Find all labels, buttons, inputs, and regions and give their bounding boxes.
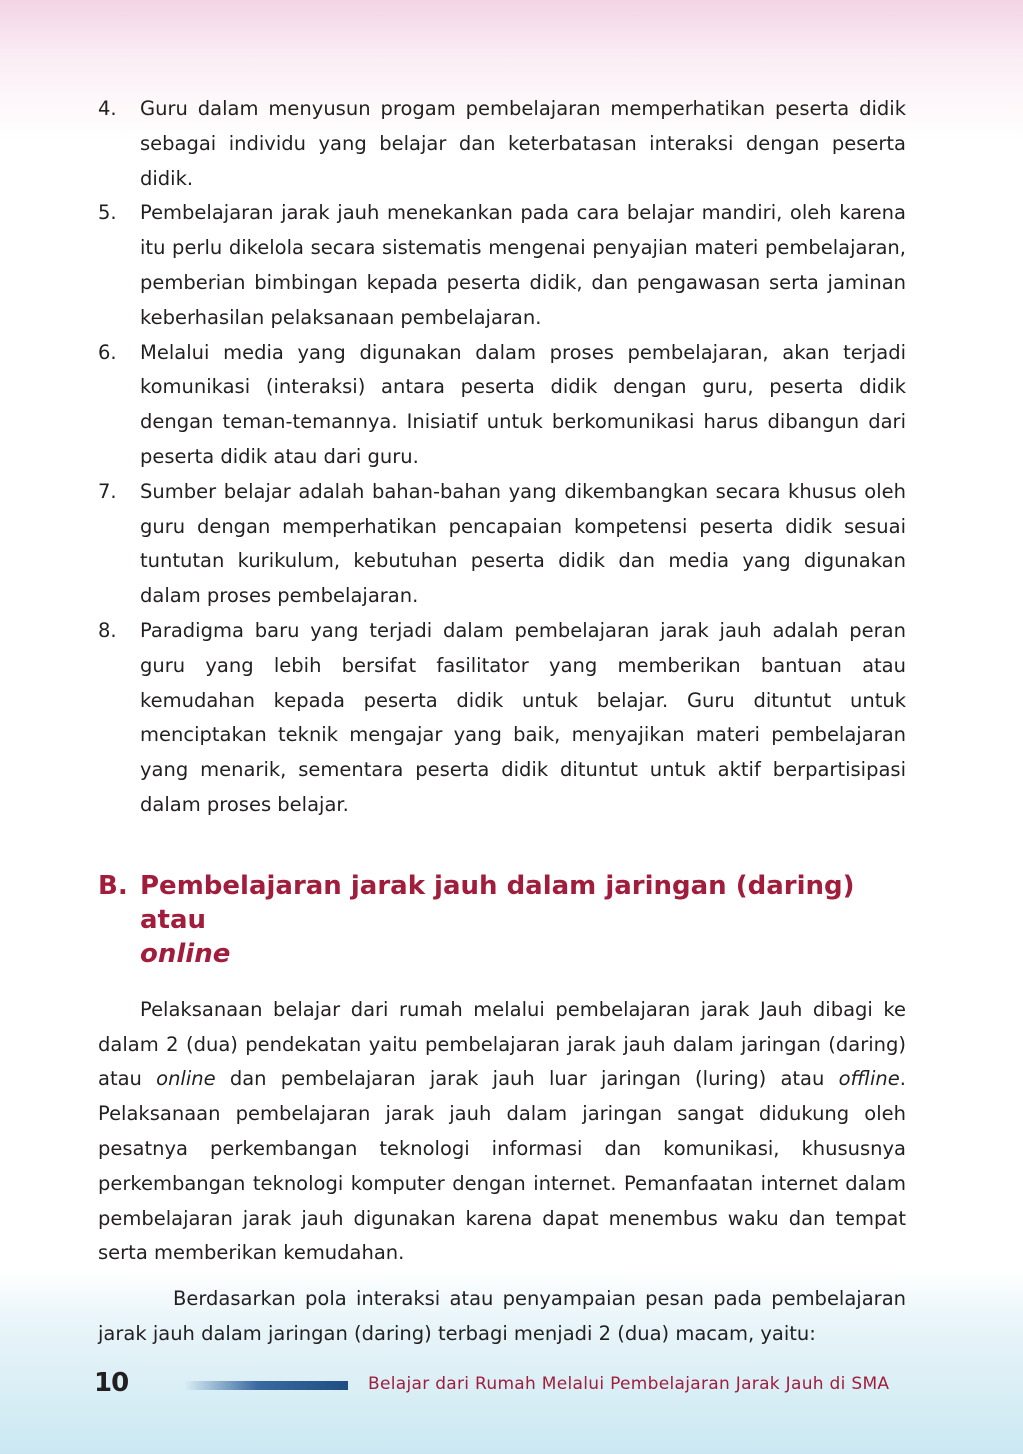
section-title-italic: online bbox=[140, 938, 231, 969]
list-item bbox=[98, 92, 906, 196]
list-item-number: 7. bbox=[98, 479, 117, 503]
section-letter: B. bbox=[98, 870, 128, 901]
list-item bbox=[98, 614, 906, 823]
list-item-text: Pembelajaran jarak jauh menekankan pada cara belajar mandiri, oleh karena itu perlu dikelola secara sistematis mengenai penyajian materi pembelajaran, pemberian bimbingan kepada peserta didik, dan pengawasan serta jaminan keberhasilan pelaksanaan pembelajaran. bbox=[140, 201, 906, 329]
list-item-number: 6. bbox=[98, 340, 117, 364]
list-item-text: Paradigma baru yang terjadi dalam pembelajaran jarak jauh adalah peran guru yang lebih bersifat fasilitator yang memberikan bantuan atau kemudahan kepada peserta didik untuk belajar. Guru dituntut untuk menciptakan teknik mengajar yang baik, menyajikan materi pembelajaran yang menarik, sementara peserta didik dituntut untuk aktif berpartisipasi dalam proses belajar. bbox=[140, 618, 906, 816]
paragraph-text: dan pembelajaran jarak jauh luar jaringan (luring) atau bbox=[215, 1067, 839, 1091]
footer-decorative-bar bbox=[184, 1381, 348, 1390]
list-item-number: 5. bbox=[98, 201, 117, 225]
page-number: 10 bbox=[94, 1368, 129, 1398]
list-item-number: 4. bbox=[98, 97, 117, 120]
page-footer bbox=[0, 1364, 1023, 1404]
italic-term-online: online bbox=[156, 1067, 216, 1091]
list-item-text: Melalui media yang digunakan dalam proses pembelajaran, akan terjadi komunikasi (interaksi) antara peserta didik dengan guru, peserta didik dengan teman-temannya. Inisiatif untuk berkomunikasi harus dibangun dari peserta didik atau dari guru. bbox=[140, 340, 906, 468]
footer-book-title: Belajar dari Rumah Melalui Pembelajaran Jarak Jauh di SMA bbox=[368, 1374, 890, 1394]
paragraph-text: Pelaksanaan belajar dari rumah melalui pembelajaran jarak Jauh dibagi ke dalam 2 (dua) pendekatan yaitu pembelajaran jarak jauh dalam jaringan (daring) atau bbox=[98, 997, 906, 1091]
italic-term-offline: offline bbox=[838, 1067, 900, 1091]
body-paragraph-2: Berdasarkan pola interaksi atau penyampaian pesan pada pembelajaran jarak jauh dalam jaringan (daring) terbagi menjadi 2 (dua) macam, yaitu: bbox=[98, 1287, 906, 1345]
list-item-number: 8. bbox=[98, 618, 117, 642]
list-item-text: Sumber belajar adalah bahan-bahan yang dikembangkan secara khusus oleh guru dengan memperhatikan pencapaian kompetensi peserta didik sesuai tuntutan kurikulum, kebutuhan peserta didik dan media yang digunakan dalam proses pembelajaran. bbox=[140, 479, 906, 608]
section-heading bbox=[98, 869, 906, 971]
list-item-text: Guru dalam menyusun progam pembelajaran memperhatikan peserta didik sebagai individu yang belajar dan keterbatasan interaksi dengan peserta didik. bbox=[140, 97, 906, 190]
page-content bbox=[98, 92, 906, 1352]
numbered-list bbox=[98, 92, 906, 823]
list-item bbox=[98, 475, 906, 614]
body-paragraph-1 bbox=[98, 993, 906, 1271]
list-item bbox=[98, 196, 906, 335]
section-title: Pembelajaran jarak jauh dalam jaringan (daring) atau bbox=[140, 870, 855, 935]
list-item bbox=[98, 336, 906, 475]
paragraph-text: . Pelaksanaan pembelajaran jarak jauh dalam jaringan sangat didukung oleh pesatnya perkembangan teknologi informasi dan komunikasi, khususnya perkembangan teknologi komputer dengan internet. Pemanfaatan internet dalam pembelajaran jarak jauh digunakan karena dapat menembus waku dan tempat serta memberikan kemudahan. bbox=[98, 1067, 906, 1265]
